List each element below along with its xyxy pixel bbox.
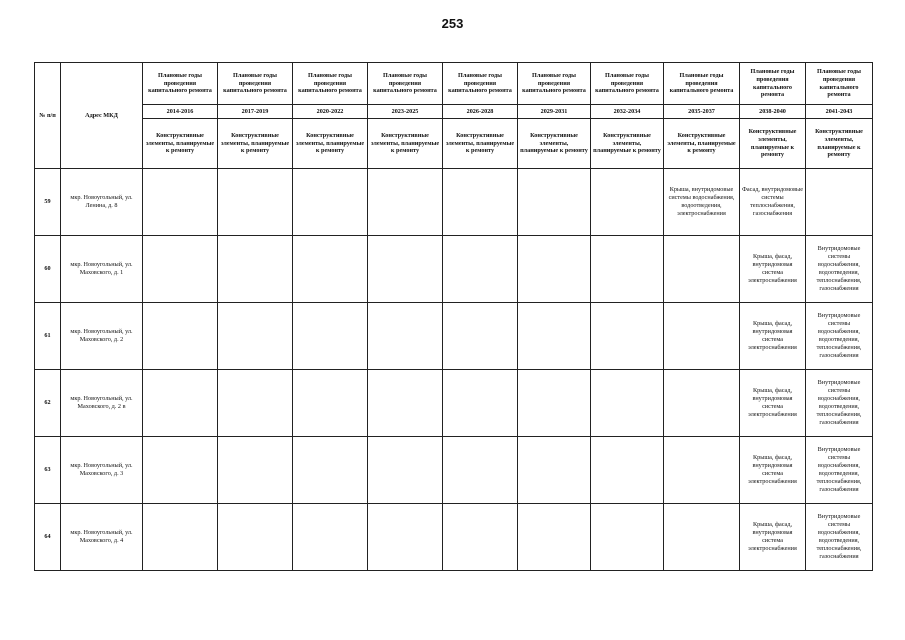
repair-elements-cell [591, 236, 664, 303]
period-subheader: Конструктивные элементы, планируемые к ремонту [664, 119, 740, 169]
repair-elements-cell [591, 169, 664, 236]
period-title: Плановые годы проведения капитального ремонта [443, 63, 518, 105]
repair-schedule-table [34, 62, 873, 571]
table-row [35, 437, 873, 504]
repair-elements-cell [143, 370, 218, 437]
repair-elements-cell [143, 236, 218, 303]
row-address: мкр. Новоугольный, ул. Маховского, д. 3 [61, 437, 143, 504]
repair-elements-cell [591, 303, 664, 370]
repair-elements-cell [518, 504, 591, 571]
repair-elements-cell [443, 370, 518, 437]
row-address: мкр. Новоугольный, ул. Ленина, д. 8 [61, 169, 143, 236]
row-address: мкр. Новоугольный, ул. Маховского, д. 2 [61, 303, 143, 370]
repair-elements-cell: Крыша, фасад, внутридомовая система электроснабжения [740, 303, 806, 370]
period-title: Плановые годы проведения капитального ремонта [218, 63, 293, 105]
repair-elements-cell [518, 236, 591, 303]
repair-elements-cell [143, 169, 218, 236]
period-years: 2038-2040 [740, 105, 806, 119]
repair-elements-cell [443, 303, 518, 370]
repair-elements-cell [664, 236, 740, 303]
repair-elements-cell [518, 303, 591, 370]
repair-elements-cell [143, 504, 218, 571]
period-title: Плановые годы проведения капитального ремонта [591, 63, 664, 105]
repair-elements-cell [443, 169, 518, 236]
repair-elements-cell [806, 169, 873, 236]
period-subheader: Конструктивные элементы, планируемые к ремонту [740, 119, 806, 169]
row-number: 64 [35, 504, 61, 571]
period-years: 2029-2031 [518, 105, 591, 119]
repair-elements-cell [591, 370, 664, 437]
row-number: 63 [35, 437, 61, 504]
period-years: 2032-2034 [591, 105, 664, 119]
col-header-address: Адрес МКД [61, 63, 143, 169]
header-row-elements [35, 119, 873, 169]
period-years: 2020-2022 [293, 105, 368, 119]
col-header-num: № п/п [35, 63, 61, 169]
repair-elements-cell [218, 169, 293, 236]
row-number: 59 [35, 169, 61, 236]
table-row [35, 370, 873, 437]
row-address: мкр. Новоугольный, ул. Маховского, д. 4 [61, 504, 143, 571]
repair-elements-cell [664, 303, 740, 370]
period-title: Плановые годы проведения капитального ремонта [740, 63, 806, 105]
period-title: Плановые годы проведения капитального ремонта [368, 63, 443, 105]
repair-elements-cell [518, 169, 591, 236]
repair-elements-cell [218, 370, 293, 437]
period-years: 2014-2016 [143, 105, 218, 119]
repair-elements-cell: Крыша, фасад, внутридомовая система электроснабжения [740, 236, 806, 303]
repair-elements-cell [368, 370, 443, 437]
repair-elements-cell: Крыша, фасад, внутридомовая система электроснабжения [740, 437, 806, 504]
period-years: 2035-2037 [664, 105, 740, 119]
header-row-years [35, 105, 873, 119]
period-title: Плановые годы проведения капитального ремонта [664, 63, 740, 105]
row-number: 60 [35, 236, 61, 303]
period-title: Плановые годы проведения капитального ремонта [518, 63, 591, 105]
repair-elements-cell [368, 236, 443, 303]
repair-elements-cell [591, 504, 664, 571]
header-row-titles [35, 63, 873, 105]
repair-elements-cell [368, 303, 443, 370]
repair-elements-cell: Внутридомовые системы водоснабжения, водоотведения, теплоснабжения, газоснабжения [806, 437, 873, 504]
repair-elements-cell [293, 437, 368, 504]
repair-elements-cell [591, 437, 664, 504]
repair-elements-cell [368, 169, 443, 236]
period-subheader: Конструктивные элементы, планируемые к ремонту [806, 119, 873, 169]
repair-elements-cell [293, 303, 368, 370]
period-subheader: Конструктивные элементы, планируемые к ремонту [443, 119, 518, 169]
repair-elements-cell [368, 504, 443, 571]
table-row [35, 504, 873, 571]
repair-elements-cell [664, 437, 740, 504]
period-years: 2017-2019 [218, 105, 293, 119]
repair-elements-cell [218, 504, 293, 571]
table-row [35, 169, 873, 236]
repair-elements-cell [293, 370, 368, 437]
repair-elements-cell: Внутридомовые системы водоснабжения, водоотведения, теплоснабжения, газоснабжения [806, 370, 873, 437]
repair-elements-cell: Внутридомовые системы водоснабжения, водоотведения, теплоснабжения, газоснабжения [806, 303, 873, 370]
row-number: 61 [35, 303, 61, 370]
repair-elements-cell [443, 437, 518, 504]
period-title: Плановые годы проведения капитального ремонта [293, 63, 368, 105]
repair-elements-cell [443, 504, 518, 571]
repair-elements-cell: Внутридомовые системы водоснабжения, водоотведения, теплоснабжения, газоснабжения [806, 236, 873, 303]
period-years: 2041-2043 [806, 105, 873, 119]
period-subheader: Конструктивные элементы, планируемые к ремонту [368, 119, 443, 169]
repair-elements-cell [293, 169, 368, 236]
period-subheader: Конструктивные элементы, планируемые к ремонту [143, 119, 218, 169]
page-number: 253 [441, 16, 464, 31]
period-subheader: Конструктивные элементы, планируемые к ремонту [218, 119, 293, 169]
table-row [35, 236, 873, 303]
repair-elements-cell [518, 370, 591, 437]
period-title: Плановые годы проведения капитального ремонта [143, 63, 218, 105]
repair-elements-cell [443, 236, 518, 303]
repair-elements-cell: Крыша, внутридомовые системы водоснабжения, водоотведения, электроснабжения [664, 169, 740, 236]
row-address: мкр. Новоугольный, ул. Маховского, д. 2 в [61, 370, 143, 437]
period-years: 2023-2025 [368, 105, 443, 119]
repair-elements-cell [368, 437, 443, 504]
row-address: мкр. Новоугольный, ул. Маховского, д. 1 [61, 236, 143, 303]
repair-elements-cell: Крыша, фасад, внутридомовая система электроснабжения [740, 504, 806, 571]
repair-elements-cell [664, 504, 740, 571]
repair-elements-cell [293, 236, 368, 303]
repair-elements-cell [218, 303, 293, 370]
repair-elements-cell [293, 504, 368, 571]
period-years: 2026-2028 [443, 105, 518, 119]
period-subheader: Конструктивные элементы, планируемые к ремонту [293, 119, 368, 169]
repair-elements-cell [218, 236, 293, 303]
repair-elements-cell: Крыша, фасад, внутридомовая система электроснабжения [740, 370, 806, 437]
period-subheader: Конструктивные элементы, планируемые к ремонту [518, 119, 591, 169]
row-number: 62 [35, 370, 61, 437]
period-title: Плановые годы проведения капитального ремонта [806, 63, 873, 105]
repair-elements-cell [218, 437, 293, 504]
repair-elements-cell [143, 437, 218, 504]
repair-elements-cell [664, 370, 740, 437]
repair-elements-cell: Внутридомовые системы водоснабжения, водоотведения, теплоснабжения, газоснабжения [806, 504, 873, 571]
table-row [35, 303, 873, 370]
period-subheader: Конструктивные элементы, планируемые к ремонту [591, 119, 664, 169]
repair-elements-cell [518, 437, 591, 504]
repair-elements-cell [143, 303, 218, 370]
repair-elements-cell: Фасад, внутридомовые системы теплоснабжения, газоснабжения [740, 169, 806, 236]
